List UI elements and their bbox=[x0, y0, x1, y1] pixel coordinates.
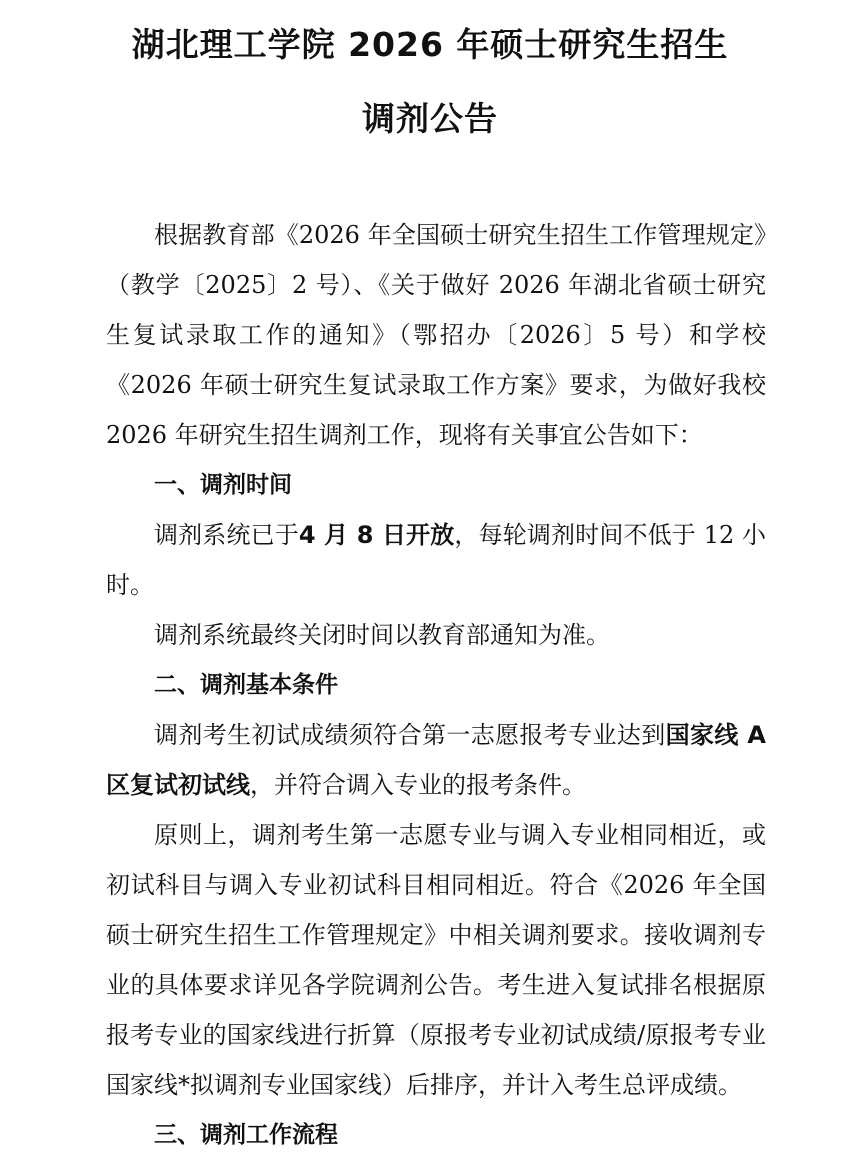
section1-p1-text-before: 调剂系统已于 bbox=[154, 521, 299, 549]
section1-p1-bold: 4 月 8 日开放 bbox=[298, 521, 455, 549]
section2-p1-text-after: ，并符合调入专业的报考条件。 bbox=[250, 771, 586, 799]
section-heading-3: 三、调剂工作流程 bbox=[154, 1122, 338, 1148]
section1-paragraph-1 bbox=[106, 510, 766, 610]
section-heading-2: 二、调剂基本条件 bbox=[154, 672, 338, 698]
section1-paragraph-2: 调剂系统最终关闭时间以教育部通知为准。 bbox=[154, 621, 610, 649]
section2-paragraph-1 bbox=[106, 710, 766, 810]
section2-p1-bold: 国家线 A 区复试初试线 bbox=[106, 721, 767, 799]
document-body bbox=[106, 210, 766, 1160]
section1-p1-text-after: ，每轮调剂时间不低于 12 小时。 bbox=[106, 521, 767, 599]
section-heading-1: 一、调剂时间 bbox=[154, 472, 292, 498]
section2-paragraph-2: 原则上，调剂考生第一志愿专业与调入专业相同相近，或初试科目与调入专业初试科目相同相近。符合《2026 年全国硕士研究生招生工作管理规定》中相关调剂要求。接收调剂专业的具体要求详见各学院调剂公告。考生进入复试排名根据原报考专业的国家线进行折算（原报考专业初试成绩/原报考专业国家线*拟调剂专业国家线）后排序，并计入考生总评成绩。 bbox=[106, 821, 766, 1099]
intro-paragraph: 根据教育部《2026 年全国硕士研究生招生工作管理规定》（教学〔2025〕2 号）、《关于做好 2026 年湖北省硕士研究生复试录取工作的通知》（鄂招办〔2026〕5 号）和学校《2026 年硕士研究生复试录取工作方案》要求，为做好我校 2026 年研究生招生调剂工作，现将有关事宜公告如下： bbox=[106, 221, 766, 449]
section2-p1-text-before: 调剂考生初试成绩须符合第一志愿报考专业达到 bbox=[154, 721, 666, 749]
document-title-line2: 调剂公告 bbox=[362, 99, 498, 138]
document-title-line1: 湖北理工学院 2026 年硕士研究生招生 bbox=[131, 25, 729, 64]
